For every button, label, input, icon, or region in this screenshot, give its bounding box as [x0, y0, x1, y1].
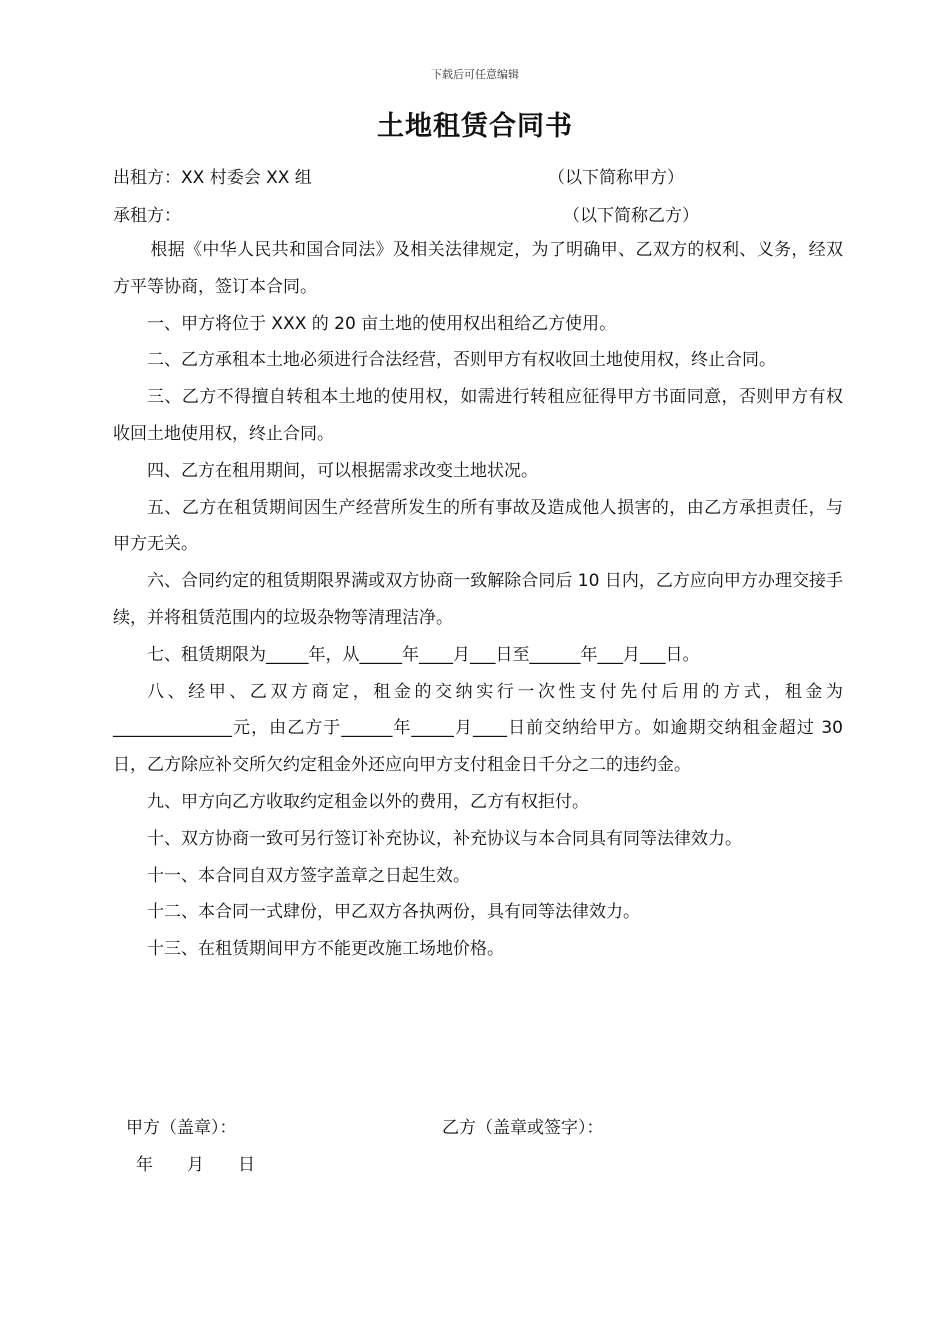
- clause-13: 十三、在租赁期间甲方不能更改施工场地价格。: [147, 939, 504, 960]
- clause-2: 二、乙方承租本土地必须进行合法经营，否则甲方有权收回土地使用权，终止合同。: [147, 350, 776, 371]
- header-note: 下载后可任意编辑: [431, 68, 519, 81]
- contract-body: [113, 232, 843, 968]
- clause-12: 十二、本合同一式肆份，甲乙双方各执两份，具有同等法律效力。: [147, 902, 640, 923]
- party-b-signature: 乙方（盖章或签字）：: [442, 1118, 604, 1138]
- preamble-paragraph: 根据《中华人民共和国合同法》及相关法律规定，为了明确甲、乙双方的权利、义务，经双方平等协商，签订本合同。: [113, 240, 843, 297]
- clause-4: 四、乙方在租用期间，可以根据需求改变土地状况。: [147, 460, 538, 481]
- clause-7: 七、租赁期限为_____年，从_____年____月___日至______年___月___日。: [147, 644, 700, 665]
- clause-10: 十、双方协商一致可另行签订补充协议，补充协议与本合同具有同等法律效力。: [147, 828, 742, 849]
- clause-1: 一、甲方将位于 XXX 的 20 亩土地的使用权出租给乙方使用。: [147, 313, 617, 334]
- clause-6: 六、合同约定的租赁期限界满或双方协商一致解除合同后 10 日内，乙方应向甲方办理交接手续，并将租赁范围内的垃圾杂物等清理洁净。: [113, 571, 843, 628]
- lessee-note: （以下简称乙方）: [563, 206, 699, 226]
- party-a-signature: 甲方（盖章）：: [126, 1118, 237, 1138]
- document-title: 土地租赁合同书: [377, 111, 573, 142]
- lessor-line: 出租方：XX 村委会 XX 组: [113, 168, 312, 188]
- clause-11: 十一、本合同自双方签字盖章之日起生效。: [147, 865, 470, 886]
- clause-8: 八、经甲、乙双方商定，租金的交纳实行一次性支付先付后用的方式，租金为______________元，由乙方于______年_____月____日前交纳给甲方。如逾期交纳租金超过 30 日，乙方除应补交所欠约定租金外还应向甲方支付租金日千分之二的违约金。: [113, 681, 843, 776]
- clause-9: 九、甲方向乙方收取约定租金以外的费用，乙方有权拒付。: [147, 791, 589, 812]
- clause-5: 五、乙方在租赁期间因生产经营所发生的所有事故及造成他人损害的，由乙方承担责任，与甲方无关。: [113, 497, 843, 555]
- lessee-line: 承租方：: [113, 206, 181, 226]
- lessor-note: （以下简称甲方）: [548, 168, 684, 188]
- signature-date: 年 月 日: [136, 1155, 255, 1175]
- clause-3: 三、乙方不得擅自转租本土地的使用权，如需进行转租应征得甲方书面同意，否则甲方有权收回土地使用权，终止合同。: [113, 387, 843, 444]
